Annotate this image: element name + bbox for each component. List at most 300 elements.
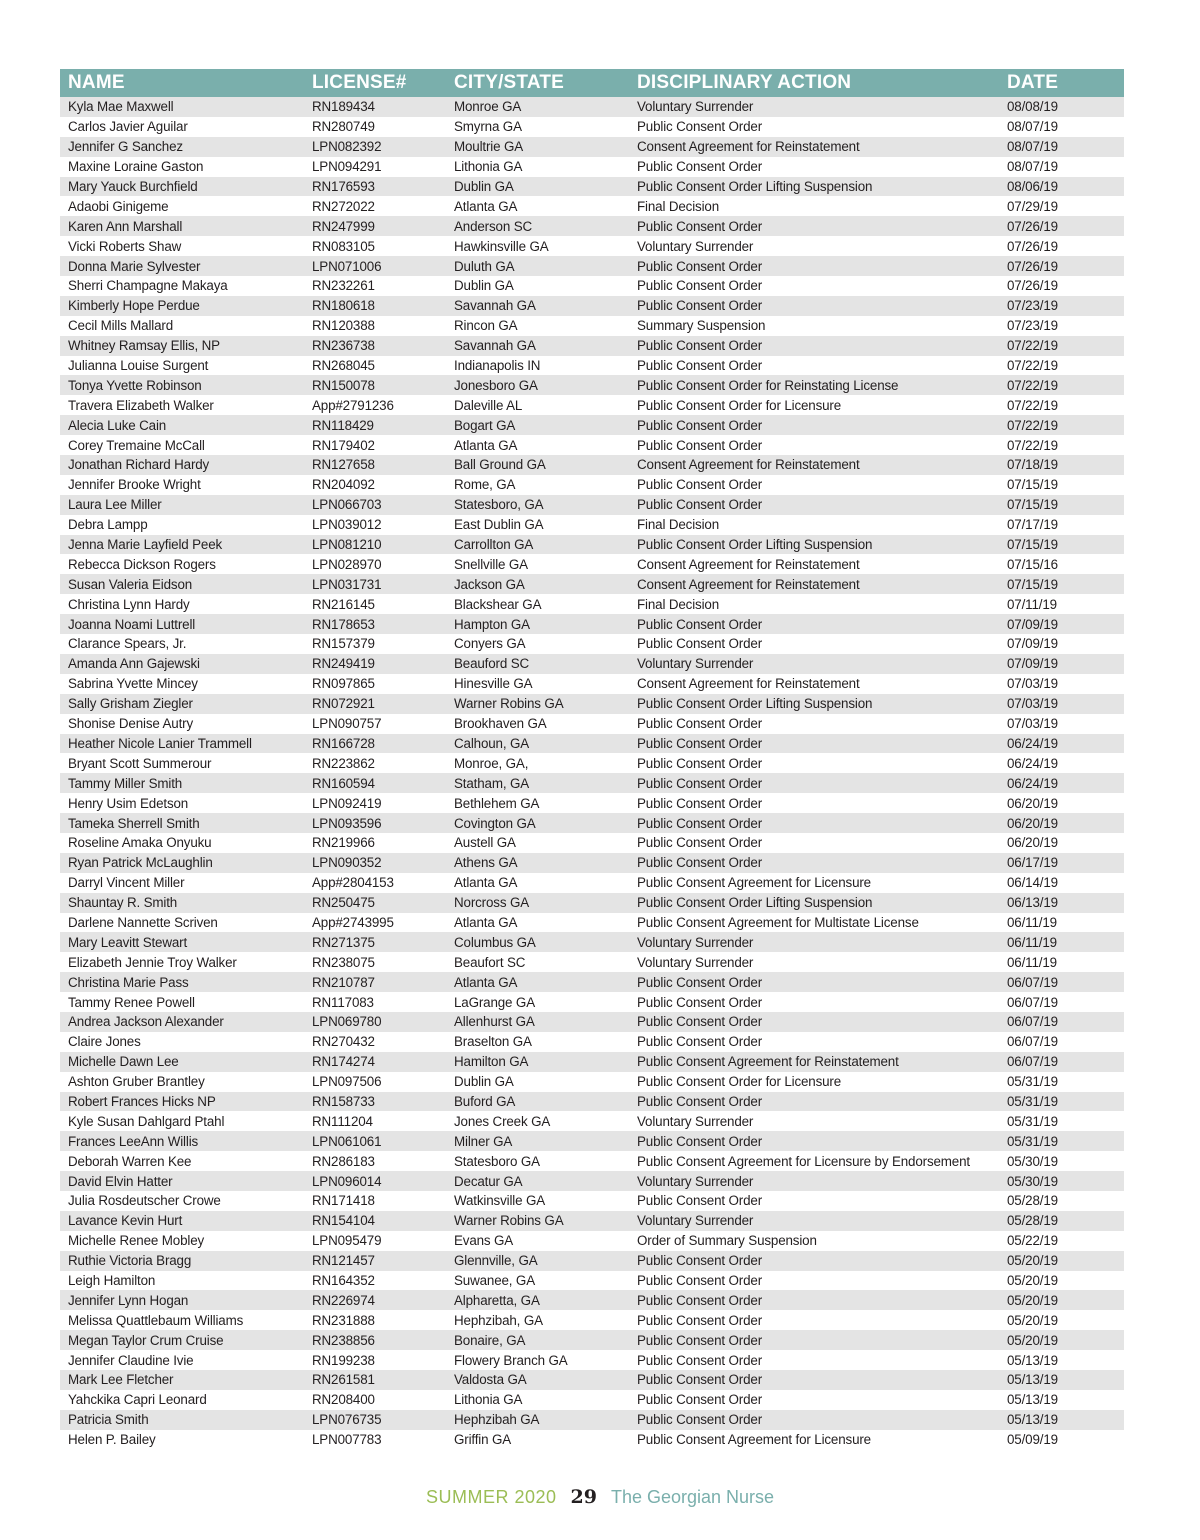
cell-city-state: Athens GA [446, 853, 629, 873]
cell-name: Corey Tremaine McCall [68, 437, 205, 453]
table-row [60, 455, 1124, 475]
cell-name: Lavance Kevin Hurt [60, 1211, 304, 1231]
cell-city-state: Evans GA [454, 1233, 514, 1249]
cell-license: RN272022 [312, 198, 375, 214]
cell-date: 07/03/19 [999, 694, 1124, 714]
cell-date: 05/20/19 [999, 1251, 1124, 1271]
table-row [60, 554, 1124, 574]
cell-date: 06/17/19 [999, 853, 1124, 873]
cell-license: LPN071006 [304, 256, 446, 276]
cell-action: Public Consent Order [629, 734, 999, 754]
cell-name: Tammy Renee Powell [68, 994, 195, 1010]
cell-city-state: Dublin GA [454, 1074, 514, 1090]
cell-city-state: Hawkinsville GA [454, 238, 549, 254]
cell-action: Public Consent Order for Licensure [637, 397, 842, 413]
cell-license: RN238856 [304, 1330, 446, 1350]
cell-license: LPN090757 [312, 716, 382, 732]
cell-license: RN166728 [304, 734, 446, 754]
cell-license: LPN093596 [304, 813, 446, 833]
cell-name: Alecia Luke Cain [60, 415, 304, 435]
cell-name: Christina Lynn Hardy [68, 596, 190, 612]
cell-date: 07/17/19 [1007, 517, 1058, 533]
cell-date: 07/22/19 [999, 375, 1124, 395]
cell-license: RN238075 [312, 954, 375, 970]
table-row [60, 356, 1124, 376]
cell-city-state: Norcross GA [446, 893, 629, 913]
cell-name: Andrea Jackson Alexander [60, 1012, 304, 1032]
cell-action: Public Consent Order [637, 716, 763, 732]
cell-name: Yahckika Capri Leonard [68, 1392, 207, 1408]
cell-name: Clarance Spears, Jr. [68, 636, 187, 652]
cell-city-state: Valdosta GA [446, 1370, 629, 1390]
cell-city-state: Covington GA [446, 813, 629, 833]
cell-action: Consent Agreement for Reinstatement [637, 676, 860, 692]
cell-city-state: Savannah GA [446, 336, 629, 356]
cell-date: 06/20/19 [999, 813, 1124, 833]
table-row [60, 813, 1124, 833]
cell-action: Public Consent Order [629, 972, 999, 992]
cell-license: RN210787 [304, 972, 446, 992]
cell-city-state: Monroe, GA, [454, 755, 529, 771]
cell-license: RN249419 [304, 654, 446, 674]
cell-license: LPN097506 [312, 1074, 382, 1090]
cell-license: LPN069780 [304, 1012, 446, 1032]
cell-license: RN226974 [304, 1290, 446, 1310]
cell-date: 06/07/19 [999, 1012, 1124, 1032]
cell-city-state: Rincon GA [454, 318, 518, 334]
table-row [60, 276, 1124, 296]
cell-license: RN121457 [304, 1251, 446, 1271]
cell-action: Public Consent Order [637, 1272, 763, 1288]
table-row [60, 574, 1124, 594]
cell-name: Tammy Miller Smith [60, 773, 304, 793]
cell-city-state: Hephzibah, GA [454, 1312, 543, 1328]
cell-action: Consent Agreement for Reinstatement [629, 574, 999, 594]
table-row [60, 515, 1124, 535]
cell-name: Sherri Champagne Makaya [68, 278, 228, 294]
cell-action: Public Consent Order [637, 1193, 763, 1209]
cell-name: Megan Taylor Crum Cruise [60, 1330, 304, 1350]
cell-date: 05/13/19 [999, 1410, 1124, 1430]
cell-action: Public Consent Order [637, 835, 763, 851]
cell-city-state: Atlanta GA [454, 198, 518, 214]
table-row [60, 913, 1124, 933]
table-row [60, 753, 1124, 773]
cell-action: Final Decision [637, 596, 719, 612]
cell-name: Bryant Scott Summerour [68, 755, 212, 771]
cell-action: Public Consent Order [629, 1012, 999, 1032]
cell-name: Christina Marie Pass [60, 972, 304, 992]
cell-date: 07/15/19 [999, 535, 1124, 555]
footer-page-number: 29 [570, 1486, 597, 1508]
table-row [60, 1410, 1124, 1430]
cell-license: RN160594 [304, 773, 446, 793]
cell-action: Public Consent Order [629, 1410, 999, 1430]
cell-date: 06/11/19 [999, 932, 1124, 952]
cell-action: Voluntary Surrender [629, 932, 999, 952]
cell-license: RN216145 [312, 596, 375, 612]
cell-license: App#2791236 [312, 397, 394, 413]
cell-date: 07/09/19 [999, 654, 1124, 674]
cell-date: 05/31/19 [999, 1131, 1124, 1151]
cell-city-state: LaGrange GA [454, 994, 535, 1010]
cell-date: 06/07/19 [999, 972, 1124, 992]
cell-name: Frances LeeAnn Willis [60, 1131, 304, 1151]
cell-name: Leigh Hamilton [68, 1272, 156, 1288]
cell-city-state: Statesboro GA [454, 1153, 540, 1169]
cell-name: Laura Lee Miller [60, 495, 304, 515]
table-row [60, 873, 1124, 893]
cell-action: Public Consent Order [637, 1392, 763, 1408]
table-row [60, 674, 1124, 694]
cell-city-state: Duluth GA [446, 256, 629, 276]
cell-license: LPN031731 [304, 574, 446, 594]
table-row [60, 97, 1124, 117]
cell-license: RN174274 [304, 1052, 446, 1072]
cell-action: Public Consent Order [629, 614, 999, 634]
table-row [60, 734, 1124, 754]
cell-license: RN120388 [312, 318, 375, 334]
table-row [60, 216, 1124, 236]
table-row [60, 594, 1124, 614]
cell-license: App#2743995 [312, 914, 394, 930]
table-row [60, 932, 1124, 952]
cell-license: LPN090352 [304, 853, 446, 873]
cell-license: LPN028970 [312, 556, 382, 572]
cell-city-state: Dublin GA [446, 177, 629, 197]
cell-action: Voluntary Surrender [629, 97, 999, 117]
cell-date: 06/24/19 [999, 734, 1124, 754]
cell-action: Voluntary Surrender [637, 954, 754, 970]
table-row [60, 1430, 1124, 1450]
cell-city-state: Carrollton GA [446, 535, 629, 555]
cell-name: Melissa Quattlebaum Williams [68, 1312, 244, 1328]
cell-action: Public Consent Order [637, 1034, 763, 1050]
footer-season: SUMMER 2020 [425, 1487, 557, 1507]
cell-date: 07/26/19 [1007, 238, 1058, 254]
cell-name: Whitney Ramsay Ellis, NP [60, 336, 304, 356]
cell-license: RN117083 [312, 994, 374, 1010]
cell-license: LPN082392 [304, 137, 446, 157]
cell-name: Carlos Javier Aguilar [68, 119, 188, 135]
cell-city-state: Alpharetta, GA [446, 1290, 629, 1310]
cell-name: Jenna Marie Layfield Peek [60, 535, 304, 555]
cell-license: RN176593 [304, 177, 446, 197]
header-name: NAME [60, 69, 304, 97]
cell-action: Public Consent Order [629, 1330, 999, 1350]
disciplinary-actions-table [60, 69, 1124, 1450]
cell-date: 06/07/19 [1007, 1034, 1058, 1050]
cell-city-state: Watkinsville GA [454, 1193, 546, 1209]
cell-date: 05/30/19 [999, 1171, 1124, 1191]
cell-license: RN150078 [304, 375, 446, 395]
cell-date: 07/09/19 [999, 614, 1124, 634]
cell-city-state: Braselton GA [454, 1034, 532, 1050]
cell-city-state: Snellville GA [454, 556, 528, 572]
cell-city-state: Suwanee, GA [454, 1272, 535, 1288]
cell-license: RN179402 [312, 437, 375, 453]
cell-date: 08/07/19 [1007, 159, 1058, 175]
cell-action: Public Consent Order [629, 256, 999, 276]
cell-license: RN204092 [312, 477, 375, 493]
cell-action: Public Consent Agreement for Licensure [637, 1432, 871, 1448]
cell-action: Public Consent Order [637, 119, 763, 135]
cell-license: RN158733 [304, 1092, 446, 1112]
cell-license: RN111204 [312, 1113, 373, 1129]
table-row [60, 475, 1124, 495]
cell-city-state: Buford GA [446, 1092, 629, 1112]
cell-city-state: Flowery Branch GA [454, 1352, 568, 1368]
cell-city-state: Bonaire, GA [446, 1330, 629, 1350]
cell-name: Darlene Nannette Scriven [68, 914, 218, 930]
cell-action: Final Decision [637, 517, 719, 533]
cell-license: RN268045 [312, 358, 375, 374]
cell-action: Public Consent Order [629, 216, 999, 236]
cell-date: 07/23/19 [1007, 318, 1058, 334]
cell-name: Susan Valeria Eidson [60, 574, 304, 594]
cell-name: Debra Lampp [68, 517, 148, 533]
cell-action: Order of Summary Suspension [637, 1233, 817, 1249]
cell-action: Public Consent Order [629, 1251, 999, 1271]
cell-date: 05/20/19 [1007, 1272, 1058, 1288]
table-row [60, 256, 1124, 276]
cell-date: 07/15/19 [999, 574, 1124, 594]
cell-license: LPN039012 [312, 517, 382, 533]
cell-city-state: Austell GA [454, 835, 516, 851]
cell-date: 06/14/19 [1007, 875, 1058, 891]
table-row [60, 236, 1124, 256]
cell-date: 05/13/19 [1007, 1392, 1058, 1408]
table-row [60, 972, 1124, 992]
cell-city-state: Lithonia GA [454, 1392, 523, 1408]
cell-city-state: Bethlehem GA [454, 795, 540, 811]
table-row [60, 177, 1124, 197]
cell-action: Public Consent Order [637, 1312, 763, 1328]
cell-action: Public Consent Order Lifting Suspension [629, 535, 999, 555]
table-row [60, 316, 1124, 336]
cell-action: Public Consent Order for Reinstating License [629, 375, 999, 395]
cell-action: Public Consent Order [629, 1370, 999, 1390]
cell-action: Public Consent Order [629, 495, 999, 515]
table-row [60, 634, 1124, 654]
cell-license: LPN095479 [312, 1233, 382, 1249]
cell-city-state: Atlanta GA [454, 875, 518, 891]
cell-date: 06/11/19 [1007, 954, 1057, 970]
cell-date: 08/07/19 [999, 137, 1124, 157]
cell-action: Public Consent Agreement for Multistate License [637, 914, 919, 930]
table-row [60, 535, 1124, 555]
cell-name: Maxine Loraine Gaston [68, 159, 204, 175]
cell-date: 07/18/19 [999, 455, 1124, 475]
table-row [60, 1290, 1124, 1310]
table-row [60, 1310, 1124, 1330]
cell-date: 08/08/19 [999, 97, 1124, 117]
cell-license: RN208400 [312, 1392, 375, 1408]
cell-action: Public Consent Order [637, 358, 763, 374]
cell-name: Julianna Louise Surgent [68, 358, 209, 374]
cell-city-state: Ball Ground GA [446, 455, 629, 475]
cell-city-state: Blackshear GA [454, 596, 542, 612]
cell-date: 06/20/19 [1007, 835, 1058, 851]
cell-action: Voluntary Surrender [629, 1171, 999, 1191]
cell-action: Public Consent Order [629, 1290, 999, 1310]
table-row [60, 1251, 1124, 1271]
cell-action: Public Consent Order Lifting Suspension [629, 694, 999, 714]
cell-license: RN223862 [312, 755, 375, 771]
table-row [60, 1092, 1124, 1112]
cell-city-state: Hephzibah GA [446, 1410, 629, 1430]
cell-name: Robert Frances Hicks NP [60, 1092, 304, 1112]
cell-action: Public Consent Order [629, 336, 999, 356]
cell-name: Jonathan Richard Hardy [60, 455, 304, 475]
table-row [60, 1350, 1124, 1370]
cell-date: 05/20/19 [1007, 1312, 1058, 1328]
cell-city-state: Hinesville GA [454, 676, 533, 692]
cell-date: 08/06/19 [999, 177, 1124, 197]
cell-name: Mary Leavitt Stewart [60, 932, 304, 952]
table-row [60, 1131, 1124, 1151]
cell-date: 07/15/19 [1007, 477, 1058, 493]
cell-city-state: Brookhaven GA [454, 716, 547, 732]
cell-date: 07/09/19 [1007, 636, 1058, 652]
cell-license: RN164352 [312, 1272, 375, 1288]
cell-city-state: Columbus GA [446, 932, 629, 952]
cell-name: Ashton Gruber Brantley [68, 1074, 205, 1090]
table-row [60, 336, 1124, 356]
cell-city-state: Statesboro, GA [446, 495, 629, 515]
cell-name: Cecil Mills Mallard [68, 318, 174, 334]
cell-action: Public Consent Order [629, 1092, 999, 1112]
cell-city-state: Dublin GA [454, 278, 514, 294]
table-row [60, 654, 1124, 674]
cell-city-state: Atlanta GA [446, 972, 629, 992]
cell-date: 07/22/19 [1007, 397, 1058, 413]
cell-action: Public Consent Agreement for Licensure [637, 875, 871, 891]
table-row [60, 833, 1124, 853]
cell-city-state: Monroe GA [446, 97, 629, 117]
cell-license: RN083105 [312, 238, 375, 254]
cell-name: Heather Nicole Lanier Trammell [60, 734, 304, 754]
cell-name: Karen Ann Marshall [60, 216, 304, 236]
cell-action: Public Consent Order [637, 636, 763, 652]
cell-license: RN250475 [304, 893, 446, 913]
cell-license: LPN096014 [304, 1171, 446, 1191]
cell-name: Sabrina Yvette Mincey [68, 676, 198, 692]
cell-date: 05/20/19 [999, 1290, 1124, 1310]
cell-action: Consent Agreement for Reinstatement [637, 556, 860, 572]
cell-license: LPN092419 [312, 795, 382, 811]
cell-city-state: Allenhurst GA [446, 1012, 629, 1032]
cell-action: Public Consent Order [629, 415, 999, 435]
table-row [60, 117, 1124, 137]
cell-action: Public Consent Order [637, 437, 763, 453]
table-row [60, 1012, 1124, 1032]
cell-action: Public Consent Order [629, 813, 999, 833]
cell-city-state: Conyers GA [454, 636, 526, 652]
table-row [60, 1191, 1124, 1211]
cell-name: Sally Grisham Ziegler [60, 694, 304, 714]
table-row [60, 1111, 1124, 1131]
cell-date: 07/26/19 [1007, 278, 1058, 294]
cell-license: RN180618 [304, 296, 446, 316]
cell-city-state: Glennville, GA [446, 1251, 629, 1271]
cell-name: Darryl Vincent Miller [68, 875, 185, 891]
table-body [60, 97, 1124, 1450]
cell-name: Claire Jones [68, 1034, 141, 1050]
cell-license: LPN007783 [312, 1432, 382, 1448]
cell-date: 07/26/19 [999, 256, 1124, 276]
cell-license: RN072921 [304, 694, 446, 714]
cell-name: Jennifer Brooke Wright [68, 477, 201, 493]
cell-date: 07/03/19 [1007, 716, 1058, 732]
cell-license: RN232261 [312, 278, 375, 294]
cell-action: Public Consent Order [637, 755, 763, 771]
cell-action: Public Consent Agreement for Licensure by Endorsement [637, 1153, 970, 1169]
cell-name: Shonise Denise Autry [68, 716, 194, 732]
cell-name: Roseline Amaka Onyuku [68, 835, 212, 851]
cell-name: Rebecca Dickson Rogers [68, 556, 216, 572]
cell-city-state: Smyrna GA [454, 119, 522, 135]
header-date: DATE [999, 69, 1124, 97]
cell-name: Jennifer Lynn Hogan [60, 1290, 304, 1310]
cell-date: 08/07/19 [1007, 119, 1058, 135]
table-row [60, 1231, 1124, 1251]
cell-action: Public Consent Order [637, 159, 763, 175]
table-row [60, 495, 1124, 515]
table-row [60, 1211, 1124, 1231]
cell-action: Public Consent Order [637, 278, 763, 294]
cell-date: 06/07/19 [999, 1052, 1124, 1072]
table-row [60, 952, 1124, 972]
cell-city-state: Jackson GA [446, 574, 629, 594]
cell-name: Jennifer G Sanchez [60, 137, 304, 157]
cell-date: 05/20/19 [999, 1330, 1124, 1350]
table-row [60, 1032, 1124, 1052]
table-row [60, 1151, 1124, 1171]
table-row [60, 793, 1124, 813]
cell-date: 07/22/19 [1007, 358, 1058, 374]
cell-date: 05/31/19 [999, 1092, 1124, 1112]
table-row [60, 1330, 1124, 1350]
cell-name: Joanna Noami Luttrell [60, 614, 304, 634]
cell-license: App#2804153 [312, 875, 394, 891]
cell-action: Public Consent Order [629, 296, 999, 316]
table-row [60, 395, 1124, 415]
cell-name: Kyle Susan Dahlgard Ptahl [68, 1113, 225, 1129]
cell-action: Public Consent Order [637, 994, 763, 1010]
cell-action: Public Consent Order [629, 853, 999, 873]
table-row [60, 296, 1124, 316]
cell-name: Deborah Warren Kee [68, 1153, 192, 1169]
table-row [60, 773, 1124, 793]
cell-action: Final Decision [637, 198, 719, 214]
cell-date: 07/29/19 [1007, 198, 1058, 214]
cell-license: RN118429 [304, 415, 446, 435]
cell-name: Mary Yauck Burchfield [60, 177, 304, 197]
cell-city-state: Atlanta GA [454, 914, 518, 930]
table-row [60, 1072, 1124, 1092]
cell-name: Amanda Ann Gajewski [60, 654, 304, 674]
cell-action: Public Consent Order Lifting Suspension [629, 177, 999, 197]
table-row [60, 1370, 1124, 1390]
cell-name: Shauntay R. Smith [60, 893, 304, 913]
cell-action: Consent Agreement for Reinstatement [629, 137, 999, 157]
cell-license: RN271375 [304, 932, 446, 952]
cell-date: 07/22/19 [999, 336, 1124, 356]
table-row [60, 415, 1124, 435]
cell-city-state: Statham, GA [446, 773, 629, 793]
table-row [60, 137, 1124, 157]
